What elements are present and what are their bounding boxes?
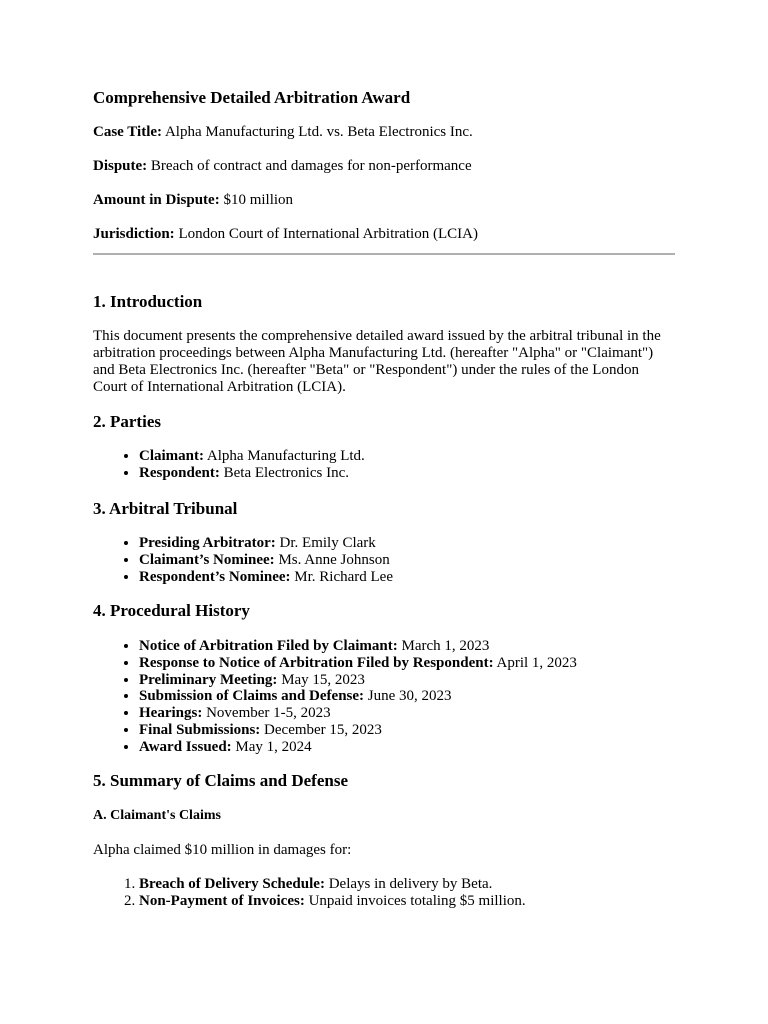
item-value: March 1, 2023 (397, 638, 490, 654)
item-label: Final Submissions: (139, 721, 261, 738)
dispute-line (93, 157, 472, 175)
list-item (139, 705, 577, 722)
summary-text: Alpha claimed $10 million in damages for: (93, 842, 352, 858)
list-item (139, 688, 577, 705)
introduction-text: This document presents the comprehensive detailed award issued by the arbitral tribunal in the arbitration proceedings between Alpha Manufacturing Ltd. (hereafter "Alpha" or "Claimant") and Beta Electronics Inc. (hereafter "Beta" or "Respondent") under the rules of the London Court of International Arbitration (LCIA). (93, 328, 661, 395)
item-value: November 1-5, 2023 (202, 705, 331, 722)
item-label: Respondent: (139, 464, 220, 481)
item-label: Award Issued: (139, 738, 232, 755)
meta-value: Breach of contract and damages for non-performance (147, 158, 472, 174)
item-value: Unpaid invoices totaling $5 million. (304, 892, 526, 909)
list-item (139, 893, 526, 910)
item-label: Respondent’s Nominee: (139, 568, 291, 585)
item-label: Notice of Arbitration Filed by Claimant: (139, 638, 398, 654)
claims-list (93, 876, 526, 910)
tribunal-list (93, 535, 393, 585)
section-heading-tribunal: 3. Arbitral Tribunal (93, 499, 238, 518)
subsection-heading-claimant-claims: A. Claimant's Claims (93, 808, 221, 823)
item-value: Dr. Emily Clark (275, 535, 376, 551)
item-value: Delays in delivery by Beta. (324, 876, 493, 892)
list-item (139, 569, 393, 586)
amount-line (93, 191, 293, 209)
list-item (139, 535, 393, 552)
divider (93, 253, 675, 255)
jurisdiction-line (93, 225, 478, 243)
meta-label: Dispute: (93, 158, 148, 174)
list-item (139, 739, 577, 756)
meta-label: Amount in Dispute: (93, 192, 220, 208)
item-label: Claimant’s Nominee: (139, 551, 275, 568)
meta-label: Jurisdiction: (93, 226, 175, 242)
document-title: Comprehensive Detailed Arbitration Award (93, 88, 411, 107)
section-heading-procedural-history: 4. Procedural History (93, 601, 250, 620)
item-value: May 1, 2024 (231, 738, 312, 755)
list-item (139, 655, 577, 672)
item-value: Beta Electronics Inc. (219, 464, 349, 481)
item-label: Preliminary Meeting: (139, 671, 278, 688)
parties-list (93, 448, 365, 482)
item-value: December 15, 2023 (260, 721, 382, 738)
meta-label: Case Title: (93, 124, 163, 140)
item-label: Non-Payment of Invoices: (139, 892, 305, 909)
list-item (139, 465, 365, 482)
section-heading-summary: 5. Summary of Claims and Defense (93, 771, 348, 790)
meta-value: $10 million (219, 192, 294, 208)
section-heading-parties: 2. Parties (93, 412, 161, 431)
list-item (139, 672, 577, 689)
meta-value: London Court of International Arbitration (LCIA) (174, 226, 478, 242)
section-heading-introduction: 1. Introduction (93, 292, 203, 311)
item-value: June 30, 2023 (364, 688, 452, 705)
item-value: Alpha Manufacturing Ltd. (204, 448, 365, 464)
list-item (139, 722, 577, 739)
case-title-line (93, 123, 473, 141)
item-label: Response to Notice of Arbitration Filed by Respondent: (139, 654, 494, 671)
list-item (139, 448, 365, 465)
item-label: Presiding Arbitrator: (139, 535, 276, 551)
item-value: Ms. Anne Johnson (274, 551, 390, 568)
item-label: Submission of Claims and Defense: (139, 688, 365, 705)
item-label: Hearings: (139, 705, 203, 722)
procedural-history-list (93, 638, 577, 756)
item-value: April 1, 2023 (493, 654, 577, 671)
item-label: Claimant: (139, 448, 204, 464)
item-value: Mr. Richard Lee (290, 568, 393, 585)
list-item (139, 638, 577, 655)
item-value: May 15, 2023 (277, 671, 365, 688)
list-item (139, 552, 393, 569)
item-label: Breach of Delivery Schedule: (139, 876, 325, 892)
meta-value: Alpha Manufacturing Ltd. vs. Beta Electronics Inc. (162, 124, 473, 140)
list-item (139, 876, 526, 893)
